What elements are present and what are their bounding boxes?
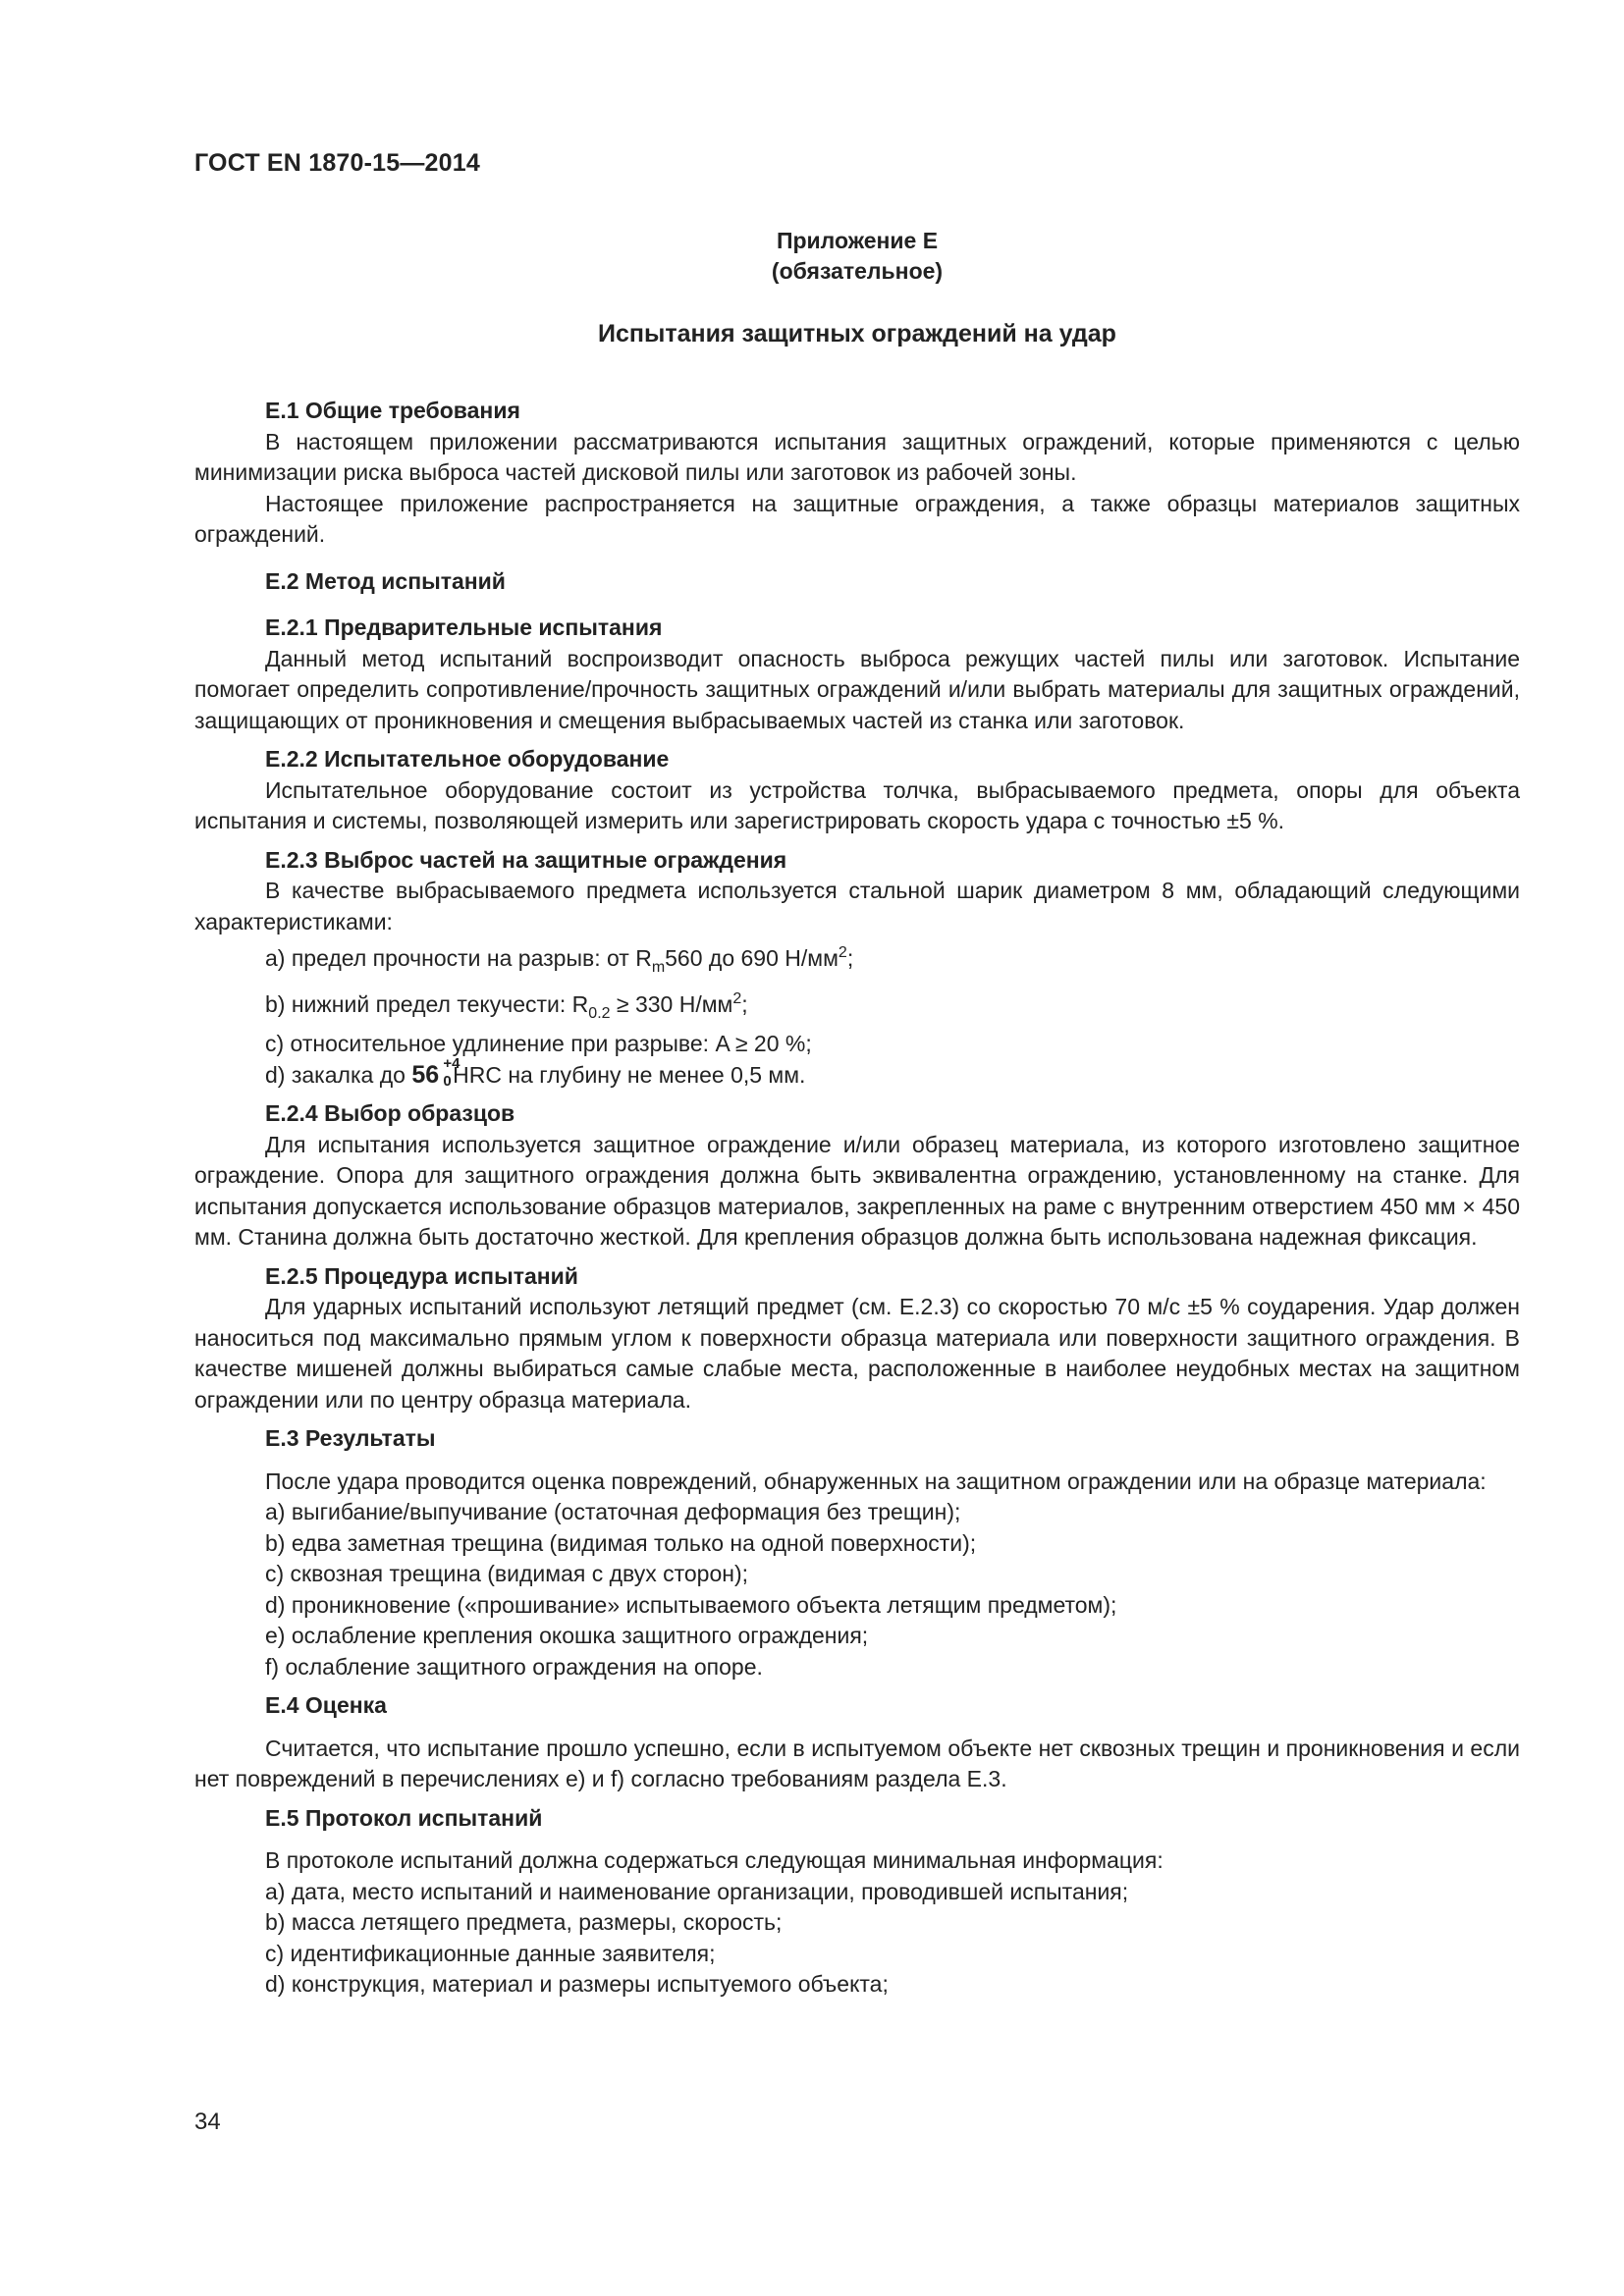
section-e21-heading: Е.2.1 Предварительные испытания: [265, 614, 663, 640]
list-item: a) дата, место испытаний и наименование организации, проводившей испытания;: [265, 1878, 1129, 1904]
section-e24-paragraph: Для испытания используется защитное ограждение и/или образец материала, из которого изготовлено защитное ограждение. Опора для защитного ограждения должна быть эквивалентна ограждению, установленному на станке. Для испытания допускается использование образцов материалов, закрепленных на раме с внутренним отверстием 450 мм × 450 мм. Станина должна быть достаточно жесткой. Для крепления образцов должна быть использована надежная фиксация.: [194, 1131, 1520, 1250]
section-e2-heading: Е.2 Метод испытаний: [265, 567, 506, 594]
section-e3-paragraph: После удара проводится оценка повреждений, обнаруженных на защитном ограждении или на образце материала:: [265, 1468, 1487, 1494]
list-item: e) ослабление крепления окошка защитного ограждения;: [265, 1623, 869, 1648]
annex-status: (обязательное): [771, 258, 944, 284]
section-e4-paragraph: Считается, что испытание прошло успешно, если в испытуемом объекте нет сквозных трещин и проникновения и если нет повреждений в перечислениях e) и f) согласно требованиям раздела Е.3.: [194, 1735, 1520, 1791]
section-e1-paragraph-1: В настоящем приложении рассматриваются испытания защитных ограждений, которые применяются с целью минимизации риска выброса частей дисковой пилы или заготовок из рабочей зоны.: [194, 428, 1520, 485]
page-number: 34: [194, 2109, 221, 2135]
section-e5-paragraph: В протоколе испытаний должна содержаться следующая минимальная информация:: [265, 1847, 1164, 1873]
section-e23-paragraph: В качестве выбрасываемого предмета используется стальной шарик диаметром 8 мм, обладающий следующими характеристиками:: [194, 878, 1520, 934]
list-item: b) масса летящего предмета, размеры, скорость;: [265, 1909, 783, 1935]
section-e23-heading: Е.2.3 Выброс частей на защитные ограждения: [265, 846, 787, 873]
list-item: f) ослабление защитного ограждения на опоре.: [265, 1653, 763, 1680]
annex-main-title: Испытания защитных ограждений на удар: [598, 320, 1116, 347]
section-e24-heading: Е.2.4 Выбор образцов: [265, 1100, 515, 1126]
list-item-hardening: d) закалка до 56 +4 0 HRC на глубину не менее 0,5 мм.: [265, 1054, 806, 1090]
document-body: [194, 396, 1520, 2001]
list-item-elongation: c) относительное удлинение при разрыве: A ≥ 20 %;: [265, 1031, 812, 1056]
section-e21-paragraph: Данный метод испытаний воспроизводит опасность выброса режущих частей пилы или заготовок. Испытание помогает определить сопротивление/прочность защитных ограждений и/или выбрать материалы для защитных ограждений, защищающих от проникновения и смещения выбрасываемых частей из станка или заготовок.: [194, 645, 1520, 733]
section-e1-heading: Е.1 Общие требования: [265, 398, 520, 423]
section-e22-heading: Е.2.2 Испытательное оборудование: [265, 746, 670, 772]
list-item: a) выгибание/выпучивание (остаточная деформация без трещин);: [265, 1499, 961, 1524]
section-e3-heading: Е.3 Результаты: [265, 1425, 436, 1451]
list-item: d) конструкция, материал и размеры испытуемого объекта;: [265, 1971, 889, 1997]
document-header: ГОСТ EN 1870-15—2014: [194, 149, 480, 177]
list-item: d) проникновение («прошивание» испытываемого объекта летящим предметом);: [265, 1591, 1117, 1618]
section-e25-heading: Е.2.5 Процедура испытаний: [265, 1262, 578, 1289]
section-e1-paragraph-2: Настоящее приложение распространяется на защитные ограждения, а также образцы материалов защитных ограждений.: [194, 490, 1520, 547]
section-e5-heading: Е.5 Протокол испытаний: [265, 1804, 543, 1831]
list-item: b) едва заметная трещина (видимая только на одной поверхности);: [265, 1529, 977, 1556]
annex-title: Приложение Е: [776, 228, 939, 253]
hardness-tolerance: 56 +4 0: [411, 1054, 460, 1090]
section-e22-paragraph: Испытательное оборудование состоит из устройства толчка, выбрасываемого предмета, опоры для объекта испытания и системы, позволяющей измерить или зарегистрировать скорость удара с точностью ±5 %.: [194, 776, 1520, 833]
section-e25-paragraph: Для ударных испытаний используют летящий предмет (см. Е.2.3) со скоростью 70 м/с ±5 % соударения. Удар должен наноситься под максимально прямым углом к поверхности образца материала или поверхности защитного ограждения. В качестве мишеней должны выбираться самые слабые места, расположенные в наиболее неудобных местах на защитном ограждении или по центру образца материала.: [194, 1294, 1520, 1413]
list-item: c) идентификационные данные заявителя;: [265, 1940, 716, 1966]
list-item-yield-point: b) нижний предел текучести: $R_{0.2} \ge 330$ $Н/мм^2$;: [265, 989, 748, 1022]
section-e4-heading: Е.4 Оценка: [265, 1692, 387, 1718]
list-item: c) сквозная трещина (видимая с двух сторон);: [265, 1561, 749, 1586]
list-item-tensile-strength: a) предел прочности на разрыв: от $R_m560$ до 690 $Н/мм^2$;: [265, 944, 854, 976]
